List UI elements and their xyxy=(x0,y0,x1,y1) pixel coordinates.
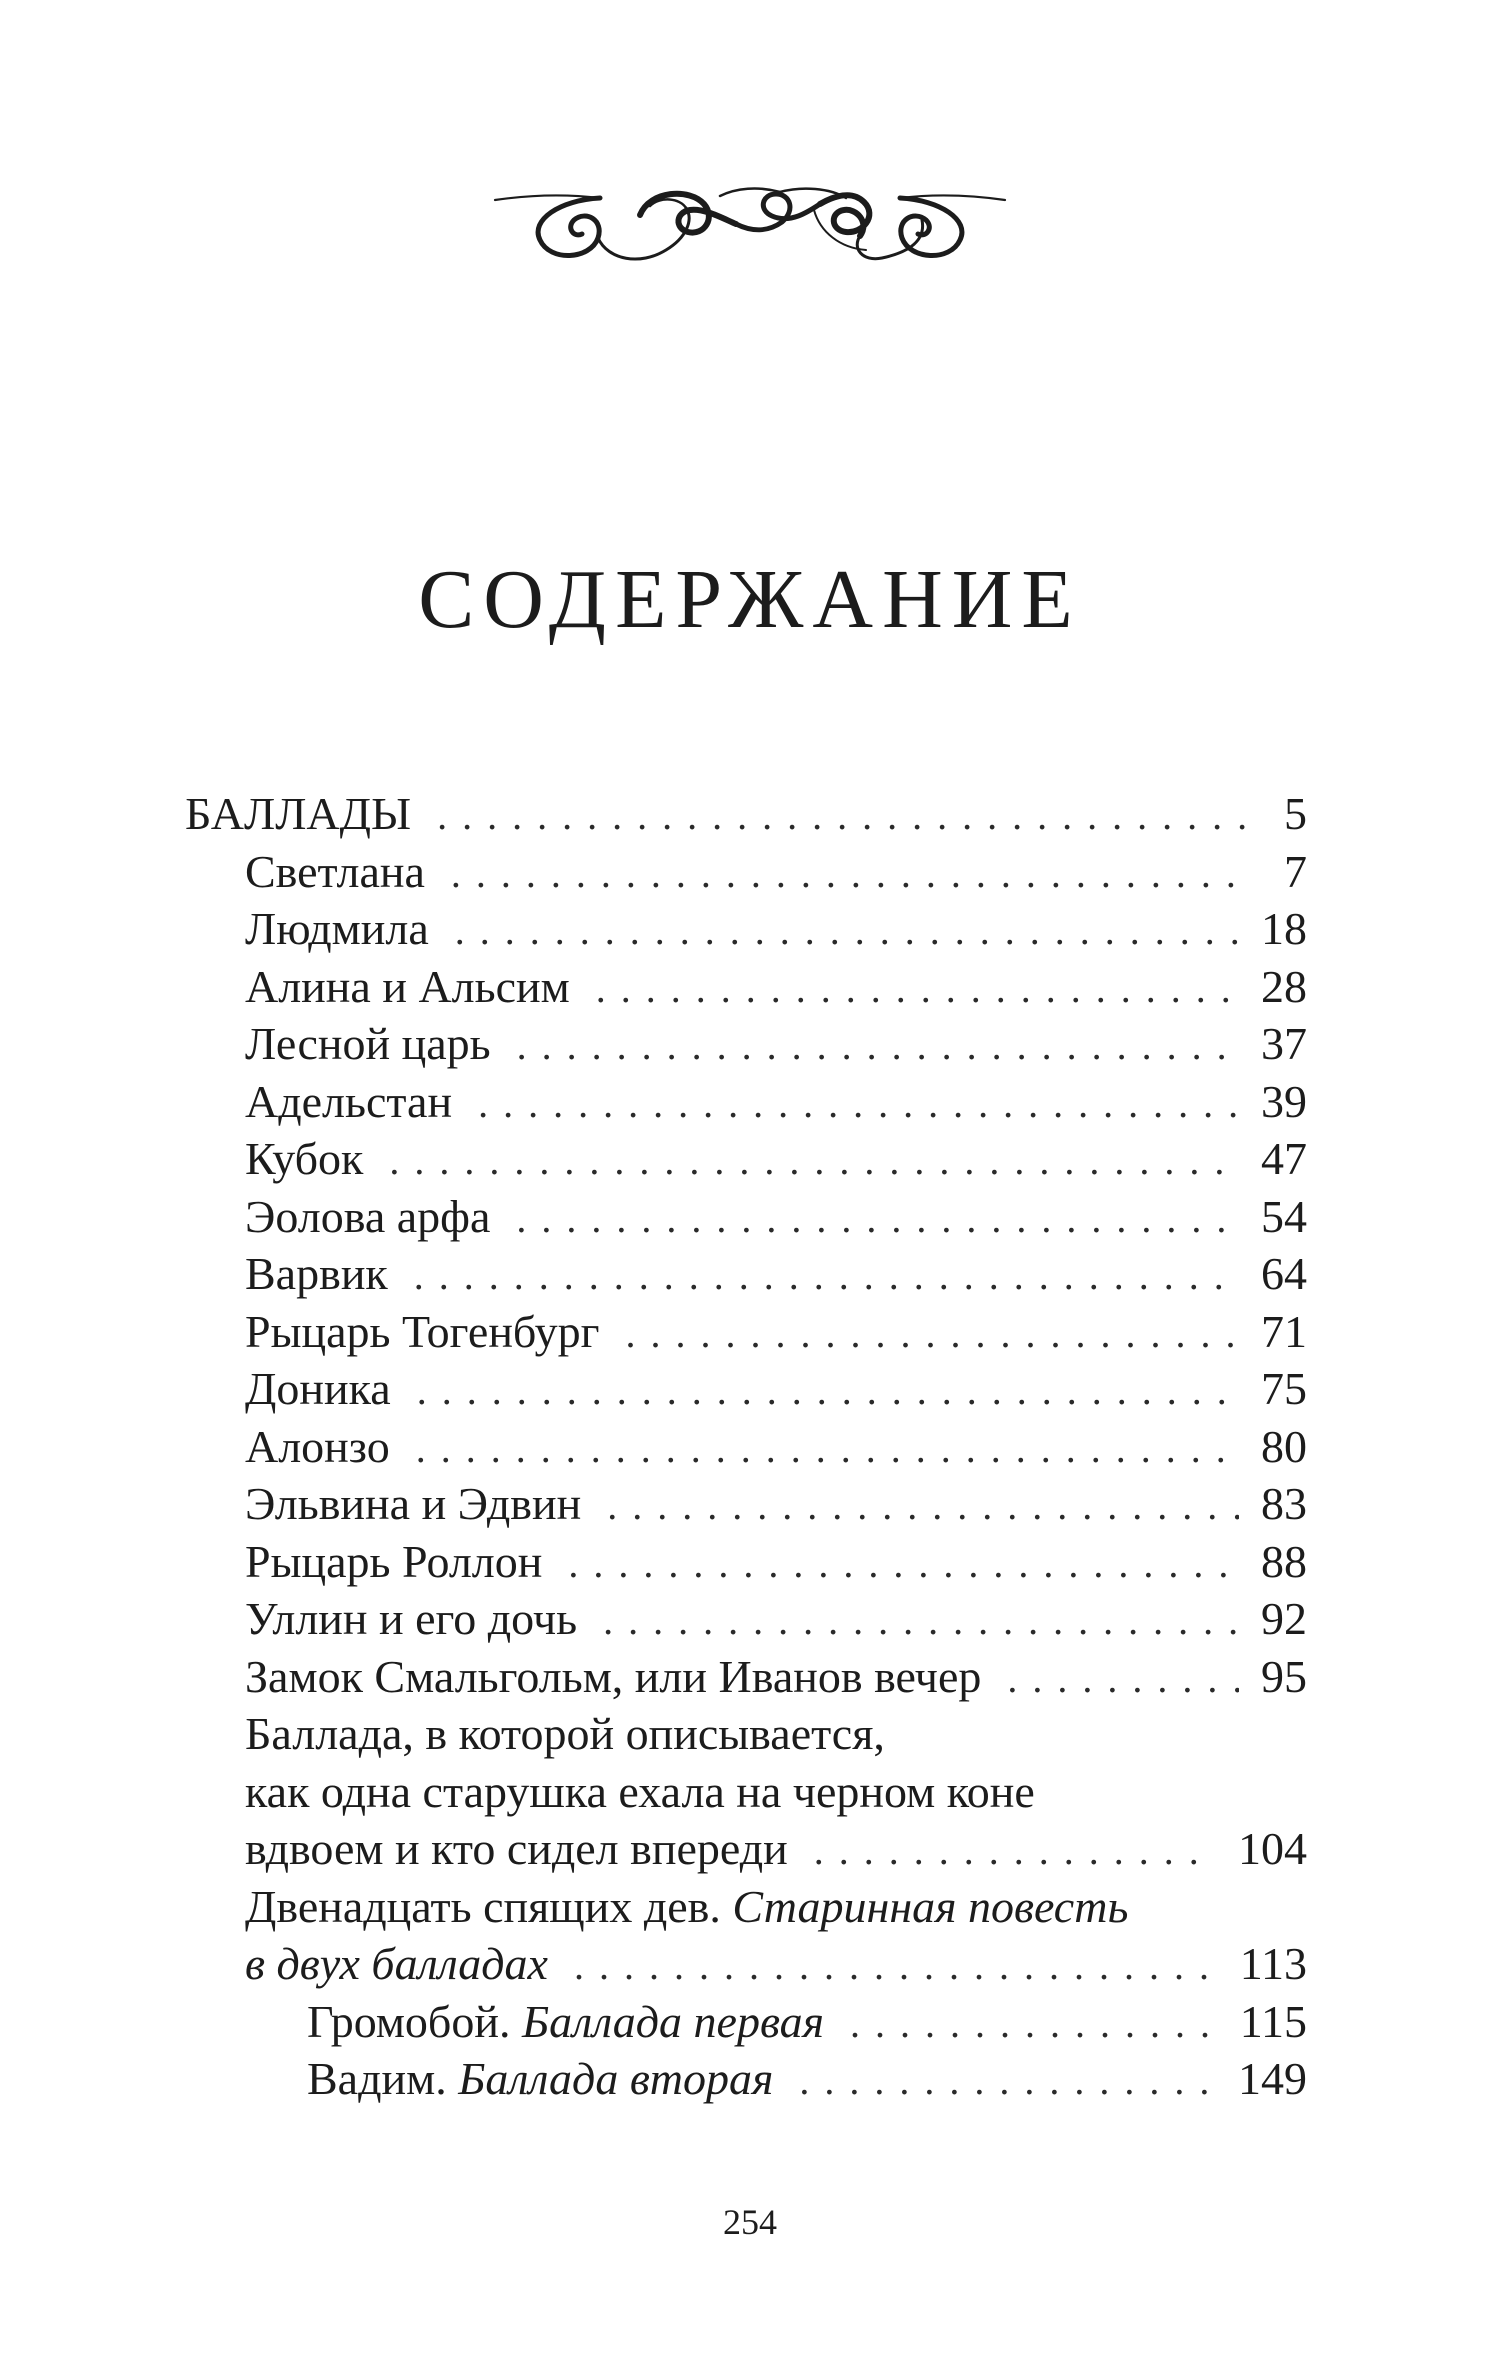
toc-section-row[interactable] xyxy=(185,785,1307,843)
toc-entry[interactable] xyxy=(185,1073,1307,1131)
toc-entry-title: Эолова арфа xyxy=(245,1190,491,1242)
toc-page-number: 149 xyxy=(1238,2053,1307,2104)
toc-page-number: 7 xyxy=(1284,845,1307,897)
toc-entry-title: Доника xyxy=(245,1363,391,1414)
dot-leader xyxy=(455,902,1239,960)
toc-entry-title: Рыцарь Тогенбург xyxy=(245,1305,600,1357)
toc-entry-line[interactable] xyxy=(185,1705,1307,1763)
dot-leader xyxy=(437,787,1245,845)
toc-page-number: 37 xyxy=(1261,1018,1307,1069)
toc-entry[interactable] xyxy=(185,900,1307,958)
toc-entry[interactable] xyxy=(185,1590,1307,1648)
toc-entry[interactable] xyxy=(185,1130,1307,1188)
toc-sub-entry[interactable] xyxy=(185,1993,1307,2051)
toc-entry[interactable] xyxy=(185,1015,1307,1073)
dot-leader xyxy=(516,1190,1239,1248)
toc-entry-subtitle: Баллада первая xyxy=(521,1995,824,2047)
toc-sub-entry[interactable] xyxy=(185,2050,1307,2108)
toc-entry[interactable] xyxy=(185,1533,1307,1591)
toc-entry[interactable] xyxy=(185,1475,1307,1533)
dot-leader xyxy=(625,1305,1239,1363)
dot-leader xyxy=(451,845,1245,903)
toc-entry-title: Громобой. xyxy=(307,1995,511,2047)
toc-entry[interactable] xyxy=(185,1360,1307,1418)
toc-entry-title: Алина и Альсим xyxy=(245,960,570,1012)
table-of-contents xyxy=(185,785,1307,2108)
toc-page-number: 88 xyxy=(1261,1535,1307,1587)
dot-leader xyxy=(517,1017,1239,1075)
toc-page-number: 39 xyxy=(1261,1075,1307,1127)
toc-entry[interactable] xyxy=(185,1188,1307,1246)
toc-entry-title: Эльвина и Эдвин xyxy=(245,1478,582,1529)
toc-entry-title: Варвик xyxy=(245,1248,388,1299)
toc-entry-title: Уллин и его дочь xyxy=(245,1593,578,1644)
toc-entry-subtitle: в двух балладах xyxy=(245,1938,548,1989)
dot-leader xyxy=(568,1535,1239,1593)
toc-entry-title: Людмила xyxy=(245,903,429,954)
dot-leader xyxy=(607,1477,1239,1535)
toc-entry-title: Вадим. xyxy=(307,2053,447,2104)
toc-entry-line[interactable] xyxy=(185,1878,1307,1936)
toc-entry-title: вдвоем и кто сидел впереди xyxy=(245,1823,788,1874)
toc-entry-title: Алонзо xyxy=(245,1420,390,1472)
dot-leader xyxy=(417,1362,1239,1420)
toc-page-number: 28 xyxy=(1261,960,1307,1012)
toc-entry[interactable] xyxy=(185,958,1307,1016)
toc-entry[interactable] xyxy=(185,1245,1307,1303)
toc-entry-title: Замок Смальгольм, или Иванов вечер xyxy=(245,1650,982,1702)
dot-leader xyxy=(850,1995,1218,2053)
toc-page-number: 75 xyxy=(1261,1363,1307,1414)
toc-page-number: 83 xyxy=(1261,1478,1307,1529)
toc-page-number: 115 xyxy=(1239,1995,1307,2047)
toc-entry-title: Кубок xyxy=(245,1133,364,1184)
toc-page-number: 95 xyxy=(1261,1650,1307,1702)
dot-leader xyxy=(603,1592,1239,1650)
toc-entry-title: Лесной царь xyxy=(245,1018,491,1069)
toc-page-number: 64 xyxy=(1261,1248,1307,1299)
page-number: 254 xyxy=(723,2202,777,2242)
toc-entry[interactable] xyxy=(185,1648,1307,1706)
toc-entry[interactable] xyxy=(185,1935,1307,1993)
toc-entry-title: Двенадцать спящих дев. xyxy=(245,1880,721,1932)
toc-entry-title: Адельстан xyxy=(245,1075,453,1127)
toc-page-number: 5 xyxy=(1284,788,1307,839)
dot-leader xyxy=(574,1937,1218,1995)
toc-page-number: 113 xyxy=(1239,1938,1307,1989)
toc-entry[interactable] xyxy=(185,1303,1307,1361)
toc-entry-subtitle: Старинная повесть xyxy=(732,1880,1129,1932)
dot-leader xyxy=(596,960,1239,1018)
flourish-ornament-icon xyxy=(490,140,1010,270)
dot-leader xyxy=(814,1822,1216,1880)
toc-page-number: 47 xyxy=(1261,1133,1307,1184)
toc-page-number: 104 xyxy=(1238,1823,1307,1874)
dot-leader xyxy=(799,2052,1216,2110)
dot-leader xyxy=(416,1420,1239,1478)
toc-page-number: 54 xyxy=(1261,1190,1307,1242)
toc-entry-title: Светлана xyxy=(245,845,425,897)
toc-page-number: 71 xyxy=(1261,1305,1307,1357)
toc-entry[interactable] xyxy=(185,1418,1307,1476)
toc-entry-title: Рыцарь Роллон xyxy=(245,1535,543,1587)
toc-entry-title: Баллада, в которой описывается, xyxy=(245,1708,885,1759)
dot-leader xyxy=(1007,1650,1239,1708)
page-title: СОДЕРЖАНИЕ xyxy=(418,553,1082,646)
toc-entry[interactable] xyxy=(185,1820,1307,1878)
toc-page-number: 18 xyxy=(1261,903,1307,954)
toc-section-title: БАЛЛАДЫ xyxy=(185,788,412,839)
dot-leader xyxy=(389,1132,1239,1190)
toc-entry-subtitle: Баллада вторая xyxy=(458,2053,774,2104)
toc-page-number: 92 xyxy=(1261,1593,1307,1644)
toc-entry-line[interactable] xyxy=(185,1763,1307,1821)
toc-entry-title: как одна старушка ехала на черном коне xyxy=(245,1765,1035,1817)
toc-page-number: 80 xyxy=(1261,1420,1307,1472)
dot-leader xyxy=(478,1075,1239,1133)
toc-entry[interactable] xyxy=(185,843,1307,901)
dot-leader xyxy=(414,1247,1239,1305)
